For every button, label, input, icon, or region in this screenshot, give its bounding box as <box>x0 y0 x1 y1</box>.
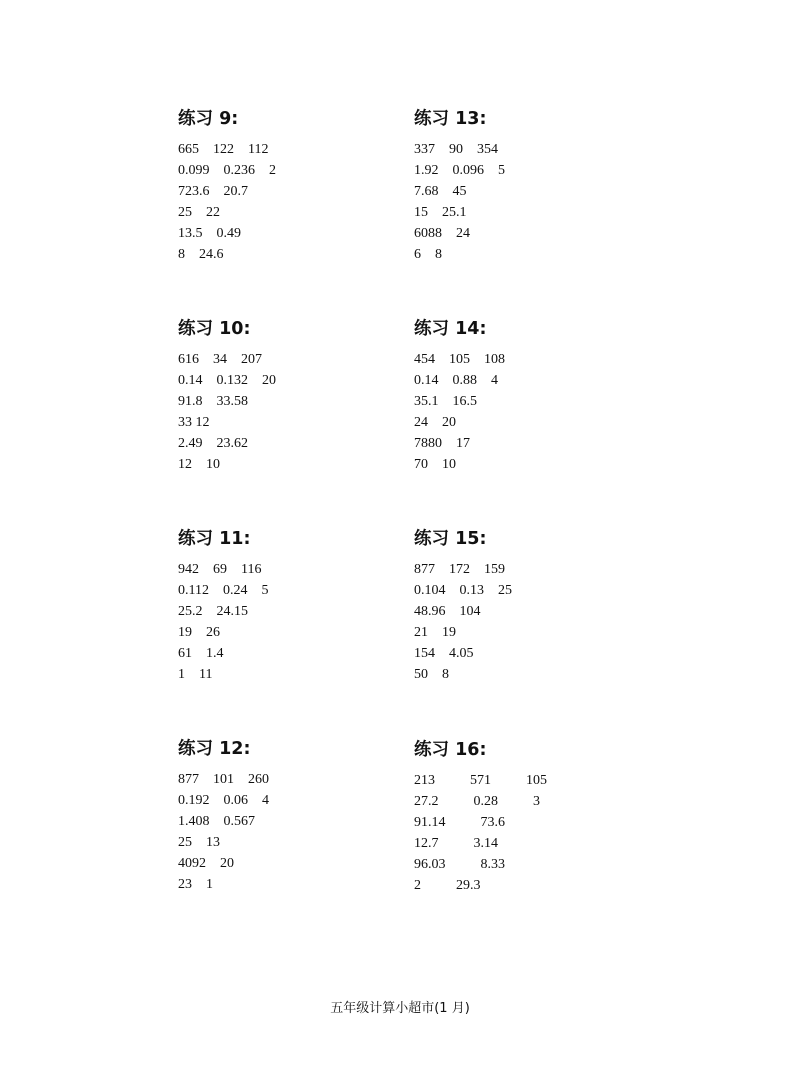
answer-line: 942 69 116 <box>178 562 262 577</box>
exercise-13 <box>414 107 614 265</box>
answer-line: 337 90 354 <box>414 142 498 157</box>
answer-line: 48.96 104 <box>414 604 481 619</box>
answer-line: 21 19 <box>414 625 456 640</box>
exercise-title: 练习 16: <box>414 740 487 760</box>
answer-line: 877 101 260 <box>178 772 269 787</box>
answer-line: 25 22 <box>178 205 220 220</box>
answer-line: 15 25.1 <box>414 205 467 220</box>
answer-line: 27.2 0.28 3 <box>414 794 540 809</box>
exercise-16 <box>414 738 614 896</box>
exercise-title: 练习 15: <box>414 529 487 549</box>
answer-line: 33 12 <box>178 415 210 430</box>
exercise-10 <box>178 317 378 475</box>
exercise-11 <box>178 527 378 685</box>
answer-line: 0.192 0.06 4 <box>178 793 269 808</box>
answer-line: 8 24.6 <box>178 247 224 262</box>
answer-line: 723.6 20.7 <box>178 184 248 199</box>
answer-line: 2.49 23.62 <box>178 436 248 451</box>
answer-line: 19 26 <box>178 625 220 640</box>
answer-line: 213 571 105 <box>414 773 547 788</box>
exercise-15 <box>414 527 614 685</box>
answer-line: 25 13 <box>178 835 220 850</box>
exercise-9 <box>178 107 378 265</box>
exercise-title: 练习 10: <box>178 319 251 339</box>
answer-line: 154 4.05 <box>414 646 474 661</box>
answer-line: 4092 20 <box>178 856 234 871</box>
exercise-title: 练习 13: <box>414 109 487 129</box>
answer-line: 7880 17 <box>414 436 470 451</box>
answer-line: 96.03 8.33 <box>414 857 505 872</box>
exercise-title: 练习 11: <box>178 529 251 549</box>
answer-line: 91.8 33.58 <box>178 394 248 409</box>
answer-line: 70 10 <box>414 457 456 472</box>
answer-line: 0.14 0.132 20 <box>178 373 276 388</box>
exercise-title: 练习 14: <box>414 319 487 339</box>
answer-line: 12.7 3.14 <box>414 836 498 851</box>
answer-line: 7.68 45 <box>414 184 467 199</box>
answer-line: 454 105 108 <box>414 352 505 367</box>
answer-line: 616 34 207 <box>178 352 262 367</box>
answer-line: 1 11 <box>178 667 213 682</box>
exercise-title: 练习 9: <box>178 109 239 129</box>
answer-line: 0.112 0.24 5 <box>178 583 269 598</box>
exercise-12 <box>178 737 378 895</box>
answer-line: 23 1 <box>178 877 213 892</box>
answer-line: 1.92 0.096 5 <box>414 163 505 178</box>
answer-line: 24 20 <box>414 415 456 430</box>
answer-line: 2 29.3 <box>414 878 481 893</box>
answer-line: 0.099 0.236 2 <box>178 163 276 178</box>
answer-line: 12 10 <box>178 457 220 472</box>
answer-line: 0.14 0.88 4 <box>414 373 498 388</box>
exercise-title: 练习 12: <box>178 739 251 759</box>
answer-line: 1.408 0.567 <box>178 814 255 829</box>
answer-line: 25.2 24.15 <box>178 604 248 619</box>
answer-line: 0.104 0.13 25 <box>414 583 512 598</box>
answer-line: 50 8 <box>414 667 449 682</box>
answer-line: 35.1 16.5 <box>414 394 477 409</box>
answer-line: 91.14 73.6 <box>414 815 505 830</box>
answer-line: 6088 24 <box>414 226 470 241</box>
answer-line: 61 1.4 <box>178 646 224 661</box>
answer-line: 877 172 159 <box>414 562 505 577</box>
answer-line: 665 122 112 <box>178 142 269 157</box>
answer-line: 6 8 <box>414 247 442 262</box>
exercise-14 <box>414 317 614 475</box>
page-footer: 五年级计算小超市(1 月) <box>330 1001 470 1016</box>
answer-line: 13.5 0.49 <box>178 226 241 241</box>
